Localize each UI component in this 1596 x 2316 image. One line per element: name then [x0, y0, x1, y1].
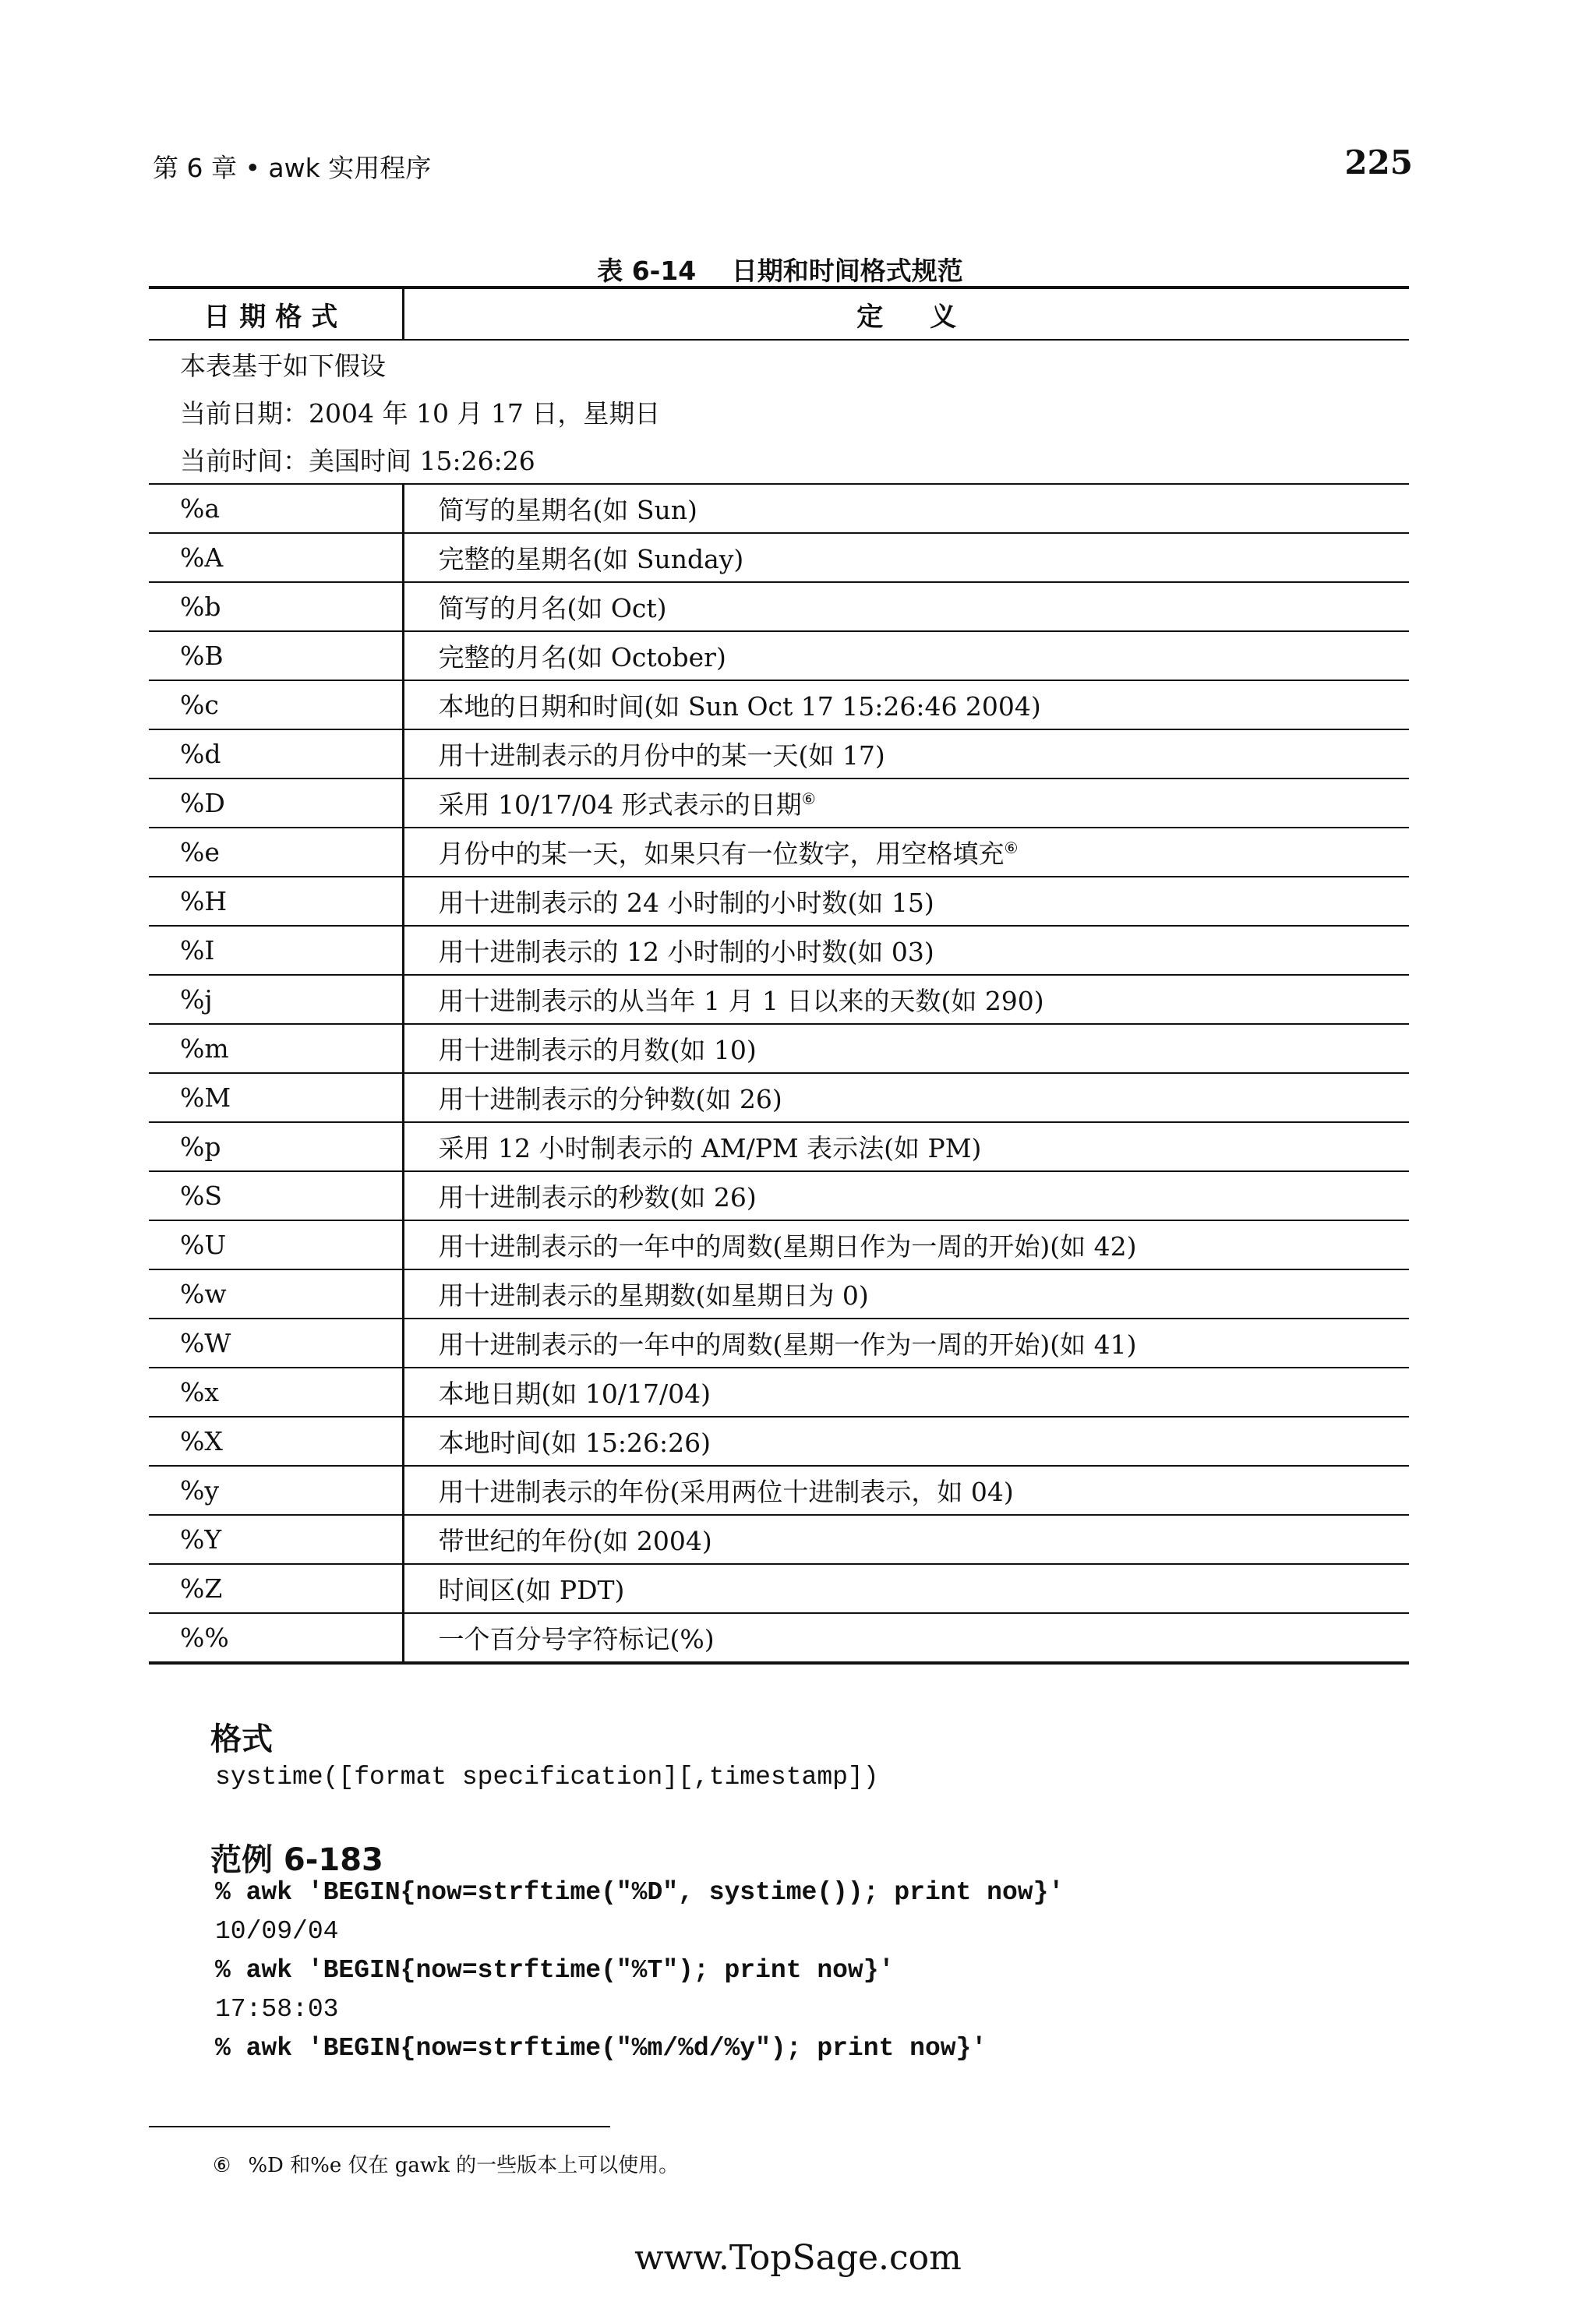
format-code: %w	[149, 1269, 403, 1319]
table-row	[149, 975, 1409, 1024]
format-definition	[403, 1122, 1409, 1171]
format-code: %b	[149, 582, 403, 631]
definition-text: 用十进制表示的 24 小时制的小时数(如 15)	[438, 888, 934, 918]
definition-text: 带世纪的年份(如 2004)	[438, 1526, 712, 1556]
format-code: %%	[149, 1613, 403, 1663]
format-definition	[403, 1319, 1409, 1368]
definition-text: 完整的星期名(如 Sunday)	[438, 544, 744, 574]
format-definition	[403, 729, 1409, 778]
definition-text: 采用 10/17/04 形式表示的日期	[438, 789, 802, 820]
format-definition	[403, 1368, 1409, 1417]
definition-text: 用十进制表示的 12 小时制的小时数(如 03)	[438, 937, 934, 967]
format-code: %W	[149, 1319, 403, 1368]
format-code: %m	[149, 1024, 403, 1073]
definition-text: 用十进制表示的分钟数(如 26)	[438, 1084, 782, 1114]
format-definition	[403, 680, 1409, 729]
definition-text: 时间区(如 PDT)	[438, 1575, 625, 1605]
table-row	[149, 1073, 1409, 1122]
format-code: %j	[149, 975, 403, 1024]
definition-text: 用十进制表示的月数(如 10)	[438, 1035, 757, 1065]
format-definition	[403, 631, 1409, 680]
column-header-definition: 定义	[403, 288, 1409, 340]
syntax-line: systime([format specification][,timestamp])	[215, 1763, 879, 1792]
assumption-text: 当前时间：美国时间 15:26:26	[149, 436, 1409, 484]
code-output-line: 10/09/04	[215, 1917, 339, 1946]
definition-text: 用十进制表示的月份中的某一天(如 17)	[438, 740, 885, 771]
definition-text: 用十进制表示的一年中的周数(星期日作为一周的开始)(如 42)	[438, 1231, 1137, 1262]
footnote-reference: ⑥	[801, 789, 816, 808]
footnote-reference: ⑥	[1004, 838, 1019, 857]
format-code: %c	[149, 680, 403, 729]
format-code: %X	[149, 1417, 403, 1466]
table-row	[149, 1515, 1409, 1564]
footnote-text: %D 和%e 仅在 gawk 的一些版本上可以使用。	[248, 2154, 680, 2177]
format-definition	[403, 1269, 1409, 1319]
format-code: %x	[149, 1368, 403, 1417]
format-definition	[403, 828, 1409, 877]
format-code: %U	[149, 1220, 403, 1269]
table-row	[149, 1024, 1409, 1073]
format-definition	[403, 484, 1409, 533]
format-definition	[403, 1417, 1409, 1466]
table-caption-number: 表 6-14	[597, 256, 697, 286]
format-definition	[403, 1024, 1409, 1073]
code-command-line: % awk 'BEGIN{now=strftime("%m/%d/%y"); print now}'	[215, 2034, 987, 2063]
format-code: %d	[149, 729, 403, 778]
table-row	[149, 1466, 1409, 1515]
definition-text: 用十进制表示的从当年 1 月 1 日以来的天数(如 290)	[438, 986, 1044, 1016]
date-format-table	[149, 286, 1409, 1665]
table-row	[149, 926, 1409, 975]
format-definition	[403, 1171, 1409, 1220]
format-definition	[403, 1220, 1409, 1269]
table-header-row	[149, 288, 1409, 340]
table-row	[149, 680, 1409, 729]
format-code: %D	[149, 778, 403, 828]
format-code: %Z	[149, 1564, 403, 1613]
table-row	[149, 1269, 1409, 1319]
watermark: www.TopSage.com	[634, 2238, 962, 2278]
assumption-row	[149, 436, 1409, 484]
table-row	[149, 1171, 1409, 1220]
format-definition	[403, 778, 1409, 828]
table-row	[149, 828, 1409, 877]
format-code: %a	[149, 484, 403, 533]
format-code: %Y	[149, 1515, 403, 1564]
table-row	[149, 1220, 1409, 1269]
page-number: 225	[1344, 143, 1413, 182]
format-definition	[403, 975, 1409, 1024]
definition-text: 本地时间(如 15:26:26)	[438, 1428, 711, 1458]
format-definition	[403, 1613, 1409, 1663]
table-row	[149, 1613, 1409, 1663]
column-header-format: 日期格式	[149, 288, 403, 340]
table-row	[149, 484, 1409, 533]
format-code: %y	[149, 1466, 403, 1515]
table-row	[149, 631, 1409, 680]
format-definition	[403, 582, 1409, 631]
table-row	[149, 1319, 1409, 1368]
definition-text: 简写的星期名(如 Sun)	[438, 495, 697, 525]
format-code: %e	[149, 828, 403, 877]
format-definition	[403, 926, 1409, 975]
section-heading-format: 格式	[210, 1721, 273, 1757]
definition-text: 用十进制表示的星期数(如星期日为 0)	[438, 1280, 869, 1311]
format-code: %M	[149, 1073, 403, 1122]
table-caption	[153, 251, 1407, 288]
definition-text: 用十进制表示的年份(采用两位十进制表示，如 04)	[438, 1477, 1014, 1507]
table-body	[149, 340, 1409, 1663]
definition-text: 简写的月名(如 Oct)	[438, 593, 667, 623]
format-code: %p	[149, 1122, 403, 1171]
assumption-text: 当前日期：2004 年 10 月 17 日，星期日	[180, 398, 661, 429]
format-definition	[403, 1515, 1409, 1564]
footnote-divider	[149, 2126, 610, 2127]
assumption-row	[149, 340, 1409, 388]
table-row	[149, 533, 1409, 582]
table-row	[149, 778, 1409, 828]
footnote-mark: ⑥	[213, 2154, 231, 2177]
table-row	[149, 877, 1409, 926]
table-row	[149, 1564, 1409, 1613]
table-row	[149, 1122, 1409, 1171]
running-head: 第 6 章 • awk 实用程序	[153, 153, 432, 183]
code-command-line: % awk 'BEGIN{now=strftime("%T"); print now}'	[215, 1956, 895, 1985]
definition-text: 本地的日期和时间(如 Sun Oct 17 15:26:46 2004)	[438, 691, 1041, 722]
definition-text: 月份中的某一天，如果只有一位数字，用空格填充	[438, 838, 1005, 869]
definition-text: 本地日期(如 10/17/04)	[438, 1379, 711, 1409]
definition-text: 用十进制表示的一年中的周数(星期一作为一周的开始)(如 41)	[438, 1329, 1137, 1360]
table-row	[149, 582, 1409, 631]
format-code: %H	[149, 877, 403, 926]
format-code: %B	[149, 631, 403, 680]
code-command-line: % awk 'BEGIN{now=strftime("%D", systime()); print now}'	[215, 1878, 1065, 1907]
assumption-row	[149, 388, 1409, 436]
assumption-text: 本表基于如下假设	[180, 351, 386, 381]
table-row	[149, 1417, 1409, 1466]
definition-text: 完整的月名(如 October)	[438, 642, 726, 673]
table-caption-title: 日期和时间格式规范	[731, 256, 963, 286]
section-heading-example: 范例 6-183	[210, 1842, 383, 1878]
table-row	[149, 729, 1409, 778]
format-code: %I	[149, 926, 403, 975]
format-code: %A	[149, 533, 403, 582]
format-definition	[403, 877, 1409, 926]
footnote	[213, 2149, 679, 2178]
table-row	[149, 1368, 1409, 1417]
code-output-line: 17:58:03	[215, 1995, 339, 2024]
format-definition	[403, 1466, 1409, 1515]
definition-text: 采用 12 小时制表示的 AM/PM 表示法(如 PM)	[438, 1133, 982, 1163]
definition-text: 用十进制表示的秒数(如 26)	[438, 1182, 757, 1213]
format-definition	[403, 533, 1409, 582]
format-code: %S	[149, 1171, 403, 1220]
format-definition	[403, 1073, 1409, 1122]
definition-text: 一个百分号字符标记(%)	[438, 1624, 715, 1654]
format-definition	[403, 1564, 1409, 1613]
